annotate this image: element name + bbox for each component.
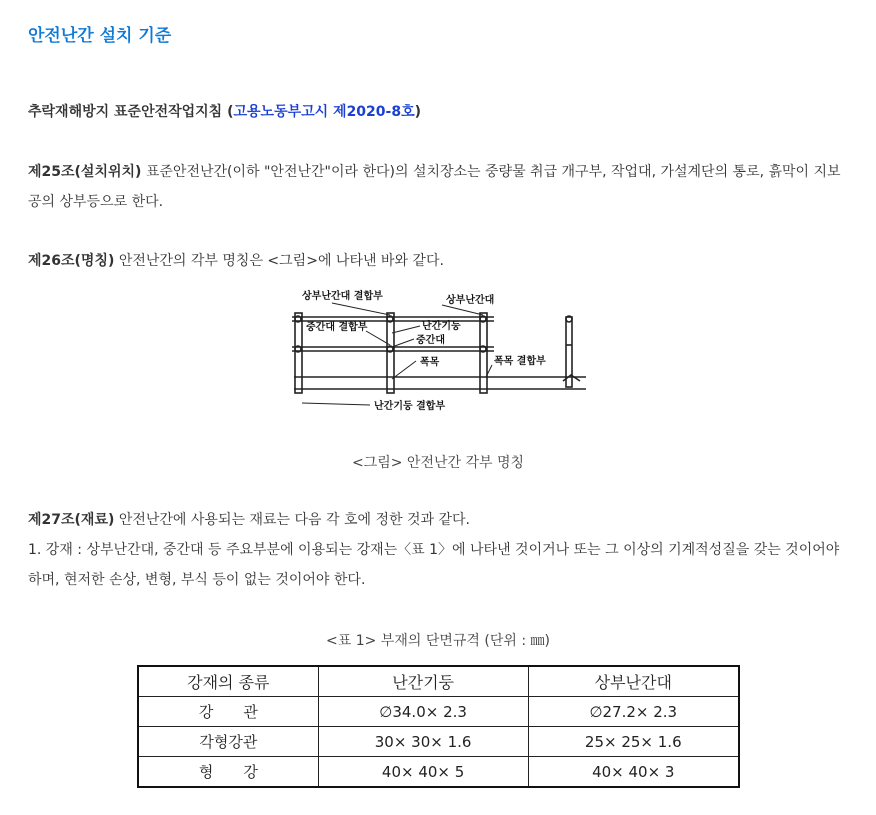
table-row (138, 697, 739, 727)
table-caption: <표 1> 부재의 단면규격 (단위 : ㎜) (326, 633, 550, 649)
table-row (138, 727, 739, 757)
label-toe-board: 폭목 (420, 357, 440, 368)
table-header-row (138, 666, 739, 697)
article-25-heading: 제25조(설치위치) (28, 164, 142, 180)
label-post-joint: 난간기둥 결합부 (374, 401, 446, 412)
article-26-heading: 제26조(명칭) (28, 253, 115, 269)
article-27-heading: 제27조(재료) (28, 512, 115, 528)
source-label: 추락재해방지 표준안전작업지침 (28, 104, 223, 120)
table-header-cell: 난간기둥 (318, 666, 528, 697)
table-cell: 40× 40× 5 (318, 757, 528, 788)
label-post: 난간기둥 (422, 321, 461, 332)
source-paren-close: ) (414, 104, 422, 120)
article-26 (28, 246, 848, 276)
table-cell: ∅27.2× 2.3 (528, 697, 739, 727)
label-mid-rail: 중간대 (416, 335, 445, 346)
label-top-rail-joint: 상부난간대 결합부 (302, 291, 383, 302)
article-27 (28, 505, 848, 595)
spec-table (137, 665, 740, 788)
table-cell: 40× 40× 3 (528, 757, 739, 788)
table-cell: 형 강 (138, 757, 318, 788)
article-27-item-1: 1. 강재 : 상부난간대, 중간대 등 주요부분에 이용되는 강재는〈표 1〉에 나타낸 것이거나 또는 그 이상의 기계적성질을 갖는 것이어야 하며, 현저한 손상, 변형, 부식 등이 없는 것이어야 한다. (28, 542, 840, 588)
label-toe-board-joint: 폭목 결합부 (494, 356, 546, 367)
table-cell: 30× 30× 1.6 (318, 727, 528, 757)
article-25-body: 표준안전난간(이하 "안전난간"이라 한다)의 설치장소는 중량물 취급 개구부, 작업대, 가설계단의 통로, 흙막이 지보공의 상부등으로 한다. (28, 164, 841, 210)
source-line (28, 97, 848, 127)
railing-diagram (280, 283, 594, 423)
source-paren-open: ( (222, 104, 234, 120)
label-top-rail: 상부난간대 (446, 295, 495, 306)
table-row (138, 757, 739, 788)
table-cell: 25× 25× 1.6 (528, 727, 739, 757)
table-header-cell: 강재의 종류 (138, 666, 318, 697)
table-cell: 강 관 (138, 697, 318, 727)
figure-caption: <그림> 안전난간 각부 명칭 (351, 455, 525, 471)
page-title: 안전난간 설치 기준 (28, 26, 172, 46)
article-27-body: 안전난간에 사용되는 재료는 다음 각 호에 정한 것과 같다. (114, 512, 470, 528)
table-header-cell: 상부난간대 (528, 666, 739, 697)
label-mid-rail-joint: 중간대 결합부 (306, 322, 368, 333)
article-25 (28, 157, 848, 217)
table-cell: 각형강관 (138, 727, 318, 757)
article-26-body: 안전난간의 각부 명칭은 <그림>에 나타낸 바와 같다. (114, 253, 444, 269)
source-link[interactable]: 고용노동부고시 제2020-8호 (233, 104, 415, 120)
table-cell: ∅34.0× 2.3 (318, 697, 528, 727)
